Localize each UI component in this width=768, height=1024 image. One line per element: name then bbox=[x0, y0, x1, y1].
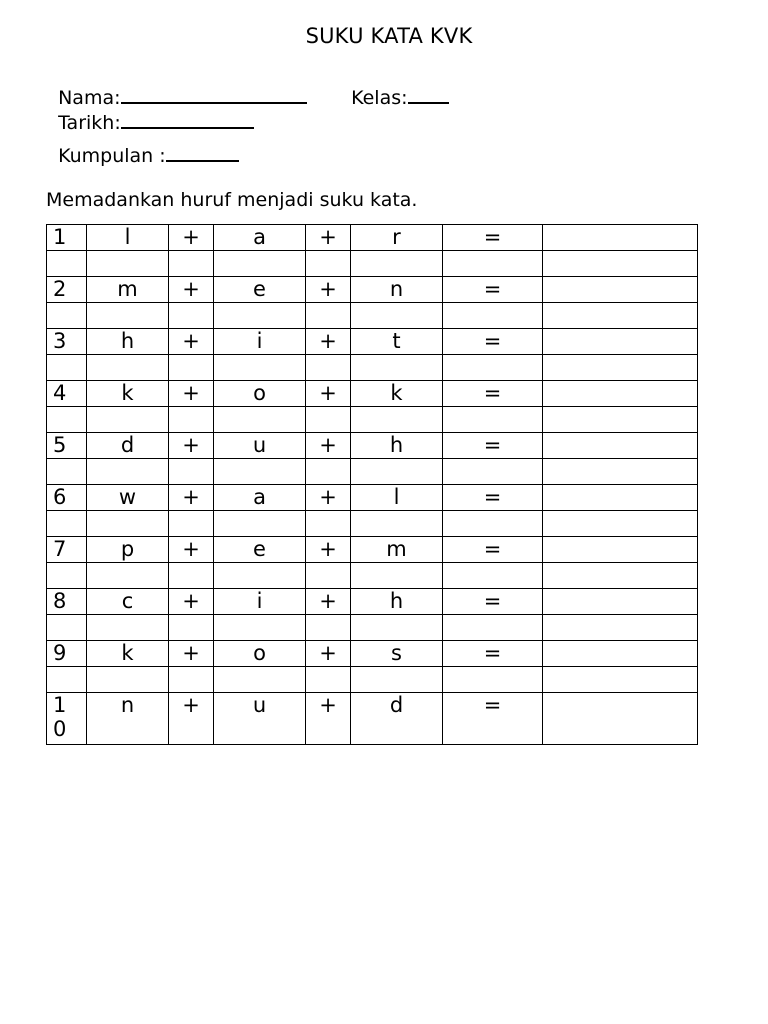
spacer-row bbox=[47, 667, 698, 693]
equals-sign bbox=[443, 693, 543, 745]
empty-cell bbox=[443, 511, 543, 537]
plus-sign-text: + bbox=[319, 693, 337, 717]
exercise-number bbox=[47, 433, 87, 459]
kelas-blank[interactable] bbox=[408, 84, 449, 104]
empty-cell bbox=[543, 459, 698, 485]
spacer-row bbox=[47, 355, 698, 381]
empty-cell bbox=[443, 355, 543, 381]
empty-cell bbox=[351, 459, 443, 485]
consonant-2 bbox=[351, 693, 443, 745]
empty-cell bbox=[47, 563, 87, 589]
plus-sign bbox=[306, 433, 351, 459]
consonant-1-text: p bbox=[120, 537, 135, 561]
answer-cell[interactable] bbox=[543, 537, 698, 563]
exercise-number-text: 9 bbox=[53, 641, 67, 665]
empty-cell bbox=[351, 355, 443, 381]
exercise-row bbox=[47, 225, 698, 251]
exercise-number-text: 5 bbox=[53, 433, 67, 457]
exercise-number-text: 3 bbox=[53, 329, 67, 353]
equals-sign-text: = bbox=[483, 329, 502, 353]
vowel bbox=[214, 329, 306, 355]
consonant-1 bbox=[87, 433, 169, 459]
plus-sign-text: + bbox=[182, 433, 200, 457]
spacer-row bbox=[47, 303, 698, 329]
consonant-1-text: k bbox=[121, 381, 134, 405]
consonant-2-text: r bbox=[392, 225, 401, 249]
vowel-text: i bbox=[256, 329, 263, 353]
empty-cell bbox=[306, 303, 351, 329]
plus-sign-text: + bbox=[182, 641, 200, 665]
vowel-text: e bbox=[253, 537, 266, 561]
empty-cell bbox=[169, 615, 214, 641]
spacer-row bbox=[47, 407, 698, 433]
empty-cell bbox=[87, 459, 169, 485]
consonant-1-text: n bbox=[120, 693, 135, 717]
kelas-label: Kelas: bbox=[351, 87, 408, 109]
empty-cell bbox=[47, 511, 87, 537]
plus-sign bbox=[306, 277, 351, 303]
worksheet-title: SUKU KATA KVK bbox=[305, 24, 473, 48]
equals-sign-text: = bbox=[483, 693, 502, 717]
empty-cell bbox=[351, 615, 443, 641]
empty-cell bbox=[214, 615, 306, 641]
vowel-text: e bbox=[253, 277, 266, 301]
vowel bbox=[214, 537, 306, 563]
empty-cell bbox=[87, 303, 169, 329]
equals-sign-text: = bbox=[483, 485, 502, 509]
plus-sign-text: + bbox=[182, 225, 200, 249]
answer-cell[interactable] bbox=[543, 225, 698, 251]
spacer-row bbox=[47, 563, 698, 589]
consonant-1 bbox=[87, 537, 169, 563]
exercise-number bbox=[47, 693, 87, 745]
equals-sign bbox=[443, 641, 543, 667]
plus-sign bbox=[306, 641, 351, 667]
empty-cell bbox=[87, 251, 169, 277]
empty-cell bbox=[169, 407, 214, 433]
exercise-number bbox=[47, 641, 87, 667]
plus-sign bbox=[306, 693, 351, 745]
plus-sign-text: + bbox=[182, 537, 200, 561]
exercise-row bbox=[47, 329, 698, 355]
plus-sign bbox=[169, 381, 214, 407]
spacer-row bbox=[47, 615, 698, 641]
plus-sign-text: + bbox=[319, 225, 337, 249]
empty-cell bbox=[306, 615, 351, 641]
consonant-1 bbox=[87, 277, 169, 303]
empty-cell bbox=[169, 303, 214, 329]
consonant-2 bbox=[351, 485, 443, 511]
empty-cell bbox=[443, 407, 543, 433]
kumpulan-label: Kumpulan : bbox=[58, 145, 166, 167]
plus-sign-text: + bbox=[319, 277, 337, 301]
exercise-row bbox=[47, 381, 698, 407]
empty-cell bbox=[214, 511, 306, 537]
equals-sign-text: = bbox=[483, 381, 502, 405]
consonant-2 bbox=[351, 433, 443, 459]
empty-cell bbox=[443, 563, 543, 589]
consonant-2 bbox=[351, 641, 443, 667]
kumpulan-blank[interactable] bbox=[166, 142, 239, 162]
answer-cell[interactable] bbox=[543, 641, 698, 667]
empty-cell bbox=[351, 563, 443, 589]
consonant-2 bbox=[351, 589, 443, 615]
consonant-2-text: h bbox=[389, 433, 404, 457]
empty-cell bbox=[351, 407, 443, 433]
empty-cell bbox=[306, 511, 351, 537]
empty-cell bbox=[47, 615, 87, 641]
equals-sign bbox=[443, 589, 543, 615]
empty-cell bbox=[306, 251, 351, 277]
empty-cell bbox=[214, 459, 306, 485]
empty-cell bbox=[87, 511, 169, 537]
empty-cell bbox=[169, 355, 214, 381]
exercise-row bbox=[47, 537, 698, 563]
vowel bbox=[214, 277, 306, 303]
vowel-text: i bbox=[256, 589, 263, 613]
answer-cell[interactable] bbox=[543, 485, 698, 511]
spacer-row bbox=[47, 459, 698, 485]
empty-cell bbox=[543, 303, 698, 329]
plus-sign-text: + bbox=[319, 641, 337, 665]
plus-sign-text: + bbox=[319, 381, 337, 405]
consonant-1 bbox=[87, 693, 169, 745]
empty-cell bbox=[543, 563, 698, 589]
equals-sign bbox=[443, 381, 543, 407]
vowel-text: a bbox=[253, 225, 266, 249]
empty-cell bbox=[443, 251, 543, 277]
consonant-1-text: m bbox=[117, 277, 138, 301]
empty-cell bbox=[87, 563, 169, 589]
plus-sign-text: + bbox=[319, 433, 337, 457]
instruction-text: Memadankan huruf menjadi suku kata. bbox=[46, 189, 418, 211]
consonant-2 bbox=[351, 225, 443, 251]
empty-cell bbox=[443, 615, 543, 641]
equals-sign bbox=[443, 537, 543, 563]
exercise-number-text: 10 bbox=[53, 693, 67, 741]
kelas-field bbox=[339, 62, 449, 109]
exercise-number bbox=[47, 589, 87, 615]
exercise-row bbox=[47, 485, 698, 511]
equals-sign-text: = bbox=[483, 433, 502, 457]
exercise-number-text: 6 bbox=[53, 485, 67, 509]
empty-cell bbox=[351, 303, 443, 329]
plus-sign bbox=[306, 537, 351, 563]
exercise-number bbox=[47, 381, 87, 407]
empty-cell bbox=[351, 251, 443, 277]
plus-sign-text: + bbox=[182, 277, 200, 301]
empty-cell bbox=[214, 251, 306, 277]
consonant-2-text: h bbox=[389, 589, 404, 613]
exercise-number-text: 1 bbox=[53, 225, 67, 249]
empty-cell bbox=[543, 251, 698, 277]
plus-sign-text: + bbox=[319, 537, 337, 561]
vowel bbox=[214, 485, 306, 511]
plus-sign bbox=[306, 329, 351, 355]
consonant-2-text: s bbox=[391, 641, 402, 665]
empty-cell bbox=[47, 251, 87, 277]
empty-cell bbox=[169, 511, 214, 537]
consonant-1 bbox=[87, 225, 169, 251]
consonant-1 bbox=[87, 589, 169, 615]
consonant-2 bbox=[351, 277, 443, 303]
empty-cell bbox=[443, 303, 543, 329]
exercise-number bbox=[47, 329, 87, 355]
plus-sign-text: + bbox=[182, 329, 200, 353]
spacer-row bbox=[47, 251, 698, 277]
consonant-1-text: k bbox=[121, 641, 134, 665]
empty-cell bbox=[87, 407, 169, 433]
consonant-2-text: m bbox=[386, 537, 407, 561]
empty-cell bbox=[169, 251, 214, 277]
plus-sign bbox=[169, 537, 214, 563]
empty-cell bbox=[47, 667, 87, 693]
empty-cell bbox=[214, 563, 306, 589]
consonant-1-text: d bbox=[120, 433, 135, 457]
vowel bbox=[214, 433, 306, 459]
exercise-number bbox=[47, 537, 87, 563]
answer-cell[interactable] bbox=[543, 277, 698, 303]
vowel bbox=[214, 589, 306, 615]
consonant-2 bbox=[351, 381, 443, 407]
equals-sign bbox=[443, 277, 543, 303]
equals-sign bbox=[443, 433, 543, 459]
consonant-2-text: l bbox=[393, 485, 400, 509]
consonant-1-text: h bbox=[120, 329, 135, 353]
exercise-number-text: 2 bbox=[53, 277, 67, 301]
empty-cell bbox=[543, 667, 698, 693]
consonant-2-text: t bbox=[392, 329, 401, 353]
empty-cell bbox=[306, 459, 351, 485]
plus-sign-text: + bbox=[319, 485, 337, 509]
exercise-number bbox=[47, 277, 87, 303]
empty-cell bbox=[214, 355, 306, 381]
plus-sign bbox=[306, 485, 351, 511]
empty-cell bbox=[351, 667, 443, 693]
empty-cell bbox=[543, 355, 698, 381]
vowel bbox=[214, 381, 306, 407]
empty-cell bbox=[306, 407, 351, 433]
plus-sign-text: + bbox=[319, 589, 337, 613]
empty-cell bbox=[169, 667, 214, 693]
consonant-2-text: d bbox=[389, 693, 404, 717]
answer-cell[interactable] bbox=[543, 433, 698, 459]
empty-cell bbox=[214, 667, 306, 693]
consonant-1 bbox=[87, 485, 169, 511]
plus-sign bbox=[169, 589, 214, 615]
plus-sign-text: + bbox=[182, 485, 200, 509]
empty-cell bbox=[47, 355, 87, 381]
exercise-row bbox=[47, 277, 698, 303]
plus-sign bbox=[306, 381, 351, 407]
answer-cell[interactable] bbox=[543, 381, 698, 407]
plus-sign bbox=[169, 433, 214, 459]
empty-cell bbox=[87, 667, 169, 693]
plus-sign bbox=[169, 693, 214, 745]
consonant-2-text: k bbox=[390, 381, 403, 405]
exercise-number-text: 7 bbox=[53, 537, 67, 561]
empty-cell bbox=[543, 615, 698, 641]
equals-sign bbox=[443, 225, 543, 251]
equals-sign-text: = bbox=[483, 537, 502, 561]
equals-sign bbox=[443, 485, 543, 511]
empty-cell bbox=[47, 303, 87, 329]
empty-cell bbox=[87, 355, 169, 381]
syllable-table bbox=[46, 224, 698, 745]
exercise-number-text: 4 bbox=[53, 381, 67, 405]
empty-cell bbox=[214, 407, 306, 433]
spacer-row bbox=[47, 511, 698, 537]
plus-sign-text: + bbox=[319, 329, 337, 353]
empty-cell bbox=[351, 511, 443, 537]
equals-sign-text: = bbox=[483, 589, 502, 613]
plus-sign bbox=[306, 225, 351, 251]
vowel-text: o bbox=[253, 381, 266, 405]
consonant-1 bbox=[87, 641, 169, 667]
answer-cell[interactable] bbox=[543, 693, 698, 745]
vowel-text: o bbox=[253, 641, 266, 665]
empty-cell bbox=[543, 407, 698, 433]
equals-sign-text: = bbox=[483, 277, 502, 301]
nama-label: Nama: bbox=[58, 87, 121, 109]
plus-sign bbox=[169, 225, 214, 251]
consonant-1-text: c bbox=[121, 589, 134, 613]
exercise-row bbox=[47, 641, 698, 667]
vowel bbox=[214, 693, 306, 745]
exercise-row bbox=[47, 589, 698, 615]
consonant-2-text: n bbox=[389, 277, 404, 301]
equals-sign-text: = bbox=[483, 641, 502, 665]
plus-sign-text: + bbox=[182, 381, 200, 405]
vowel bbox=[214, 225, 306, 251]
vowel-text: a bbox=[253, 485, 266, 509]
empty-cell bbox=[47, 407, 87, 433]
empty-cell bbox=[87, 615, 169, 641]
exercise-row bbox=[47, 693, 698, 745]
tarikh-label: Tarikh: bbox=[58, 112, 121, 134]
kumpulan-field bbox=[46, 120, 239, 167]
vowel-text: u bbox=[252, 693, 267, 717]
empty-cell bbox=[169, 459, 214, 485]
answer-cell[interactable] bbox=[543, 329, 698, 355]
plus-sign bbox=[169, 329, 214, 355]
empty-cell bbox=[543, 511, 698, 537]
exercise-number bbox=[47, 225, 87, 251]
exercise-row bbox=[47, 433, 698, 459]
empty-cell bbox=[306, 563, 351, 589]
exercise-number bbox=[47, 485, 87, 511]
empty-cell bbox=[306, 355, 351, 381]
consonant-1 bbox=[87, 329, 169, 355]
plus-sign bbox=[306, 589, 351, 615]
vowel-text: u bbox=[252, 433, 267, 457]
plus-sign bbox=[169, 641, 214, 667]
empty-cell bbox=[47, 459, 87, 485]
consonant-1 bbox=[87, 381, 169, 407]
consonant-2 bbox=[351, 537, 443, 563]
consonant-2 bbox=[351, 329, 443, 355]
plus-sign bbox=[169, 485, 214, 511]
empty-cell bbox=[169, 563, 214, 589]
plus-sign-text: + bbox=[182, 693, 200, 717]
equals-sign-text: = bbox=[483, 225, 502, 249]
plus-sign-text: + bbox=[182, 589, 200, 613]
consonant-1-text: w bbox=[118, 485, 137, 509]
answer-cell[interactable] bbox=[543, 589, 698, 615]
plus-sign bbox=[169, 277, 214, 303]
consonant-1-text: l bbox=[124, 225, 131, 249]
vowel bbox=[214, 641, 306, 667]
exercise-number-text: 8 bbox=[53, 589, 67, 613]
empty-cell bbox=[306, 667, 351, 693]
empty-cell bbox=[443, 667, 543, 693]
empty-cell bbox=[443, 459, 543, 485]
empty-cell bbox=[214, 303, 306, 329]
equals-sign bbox=[443, 329, 543, 355]
